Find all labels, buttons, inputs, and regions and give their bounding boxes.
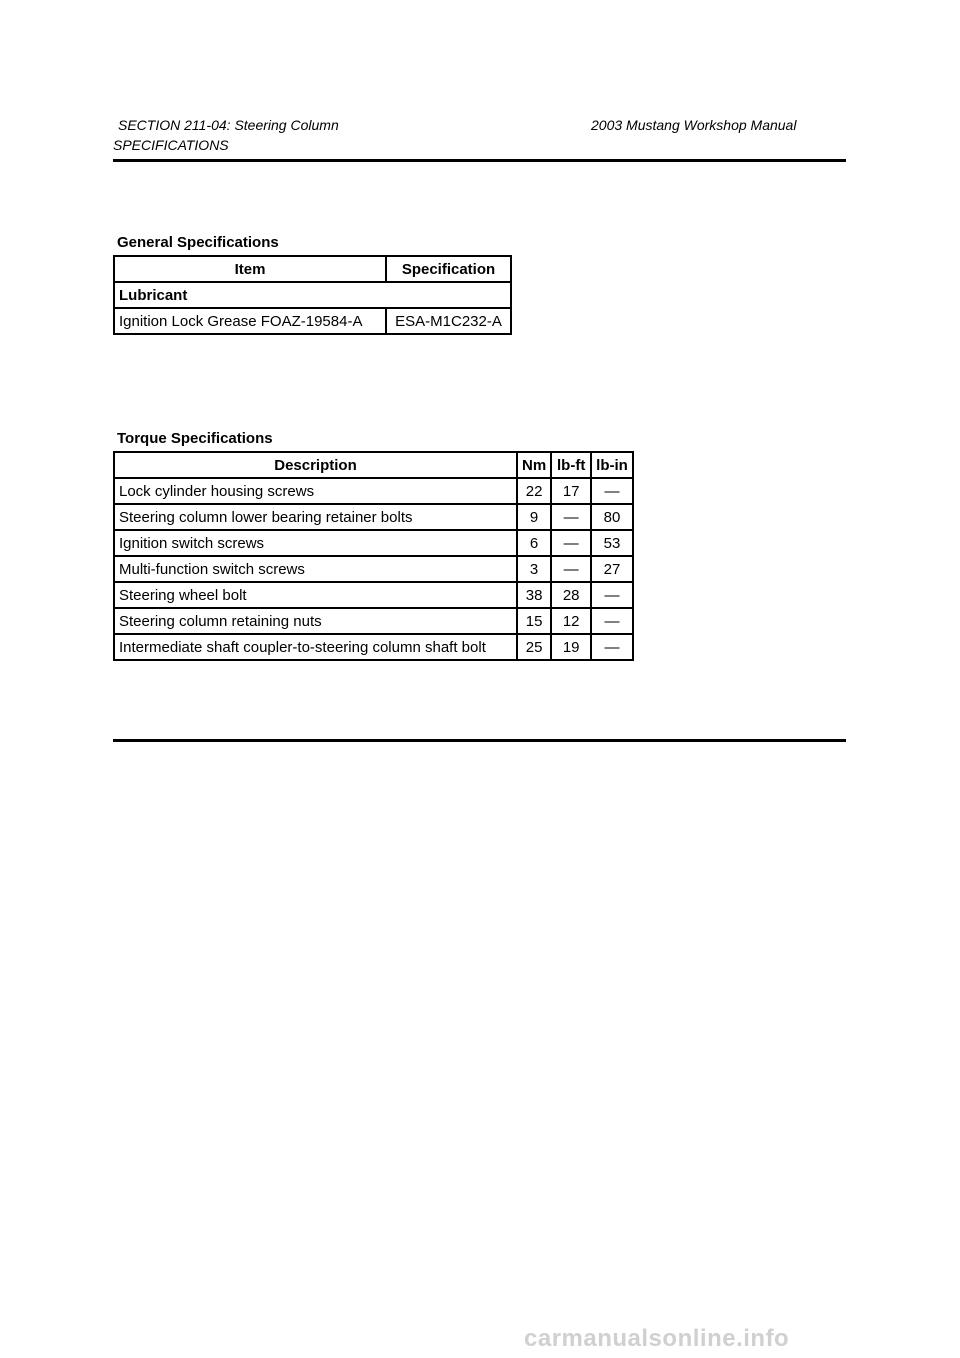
nm-cell: 25 [517,634,551,660]
general-spec-title: General Specifications [117,234,279,251]
column-header-nm: Nm [517,452,551,478]
table-row [114,308,511,334]
lb-in-cell: 27 [591,556,633,582]
lb-ft-cell: 17 [551,478,591,504]
nm-cell: 9 [517,504,551,530]
header-rule [113,159,846,162]
lb-ft-cell: — [551,556,591,582]
nm-cell: 6 [517,530,551,556]
table-row [114,634,633,660]
description-cell: Multi-function switch screws [114,556,517,582]
page-subtitle: SPECIFICATIONS [113,137,229,153]
section-title: SECTION 211-04: Steering Column [118,117,339,133]
column-header-item: Item [114,256,386,282]
column-header-lb-ft: lb-ft [551,452,591,478]
footer-rule [113,739,846,742]
specification-cell: ESA-M1C232-A [386,308,511,334]
lb-in-cell: 80 [591,504,633,530]
manual-title: 2003 Mustang Workshop Manual [591,117,797,133]
description-cell: Ignition switch screws [114,530,517,556]
lb-ft-cell: 28 [551,582,591,608]
nm-cell: 22 [517,478,551,504]
description-cell: Steering column lower bearing retainer bolts [114,504,517,530]
description-cell: Intermediate shaft coupler-to-steering column shaft bolt [114,634,517,660]
description-cell: Lock cylinder housing screws [114,478,517,504]
general-spec-table [113,255,512,335]
nm-cell: 15 [517,608,551,634]
lb-in-cell: — [591,634,633,660]
table-header-row [114,452,633,478]
description-cell: Steering column retaining nuts [114,608,517,634]
table-row [114,582,633,608]
lb-in-cell: — [591,608,633,634]
torque-spec-table [113,451,634,661]
lb-in-cell: — [591,478,633,504]
lb-in-cell: — [591,582,633,608]
table-row [114,478,633,504]
lb-ft-cell: — [551,530,591,556]
group-label-lubricant: Lubricant [114,282,511,308]
item-cell: Ignition Lock Grease FOAZ-19584-A [114,308,386,334]
table-row [114,530,633,556]
table-row [114,556,633,582]
watermark: carmanualsonline.info [524,1325,790,1352]
lb-ft-cell: 12 [551,608,591,634]
torque-spec-title: Torque Specifications [117,430,273,447]
table-group-row [114,282,511,308]
table-row [114,608,633,634]
lb-ft-cell: — [551,504,591,530]
column-header-description: Description [114,452,517,478]
nm-cell: 38 [517,582,551,608]
description-cell: Steering wheel bolt [114,582,517,608]
lb-in-cell: 53 [591,530,633,556]
lb-ft-cell: 19 [551,634,591,660]
column-header-specification: Specification [386,256,511,282]
table-header-row [114,256,511,282]
column-header-lb-in: lb-in [591,452,633,478]
table-row [114,504,633,530]
nm-cell: 3 [517,556,551,582]
